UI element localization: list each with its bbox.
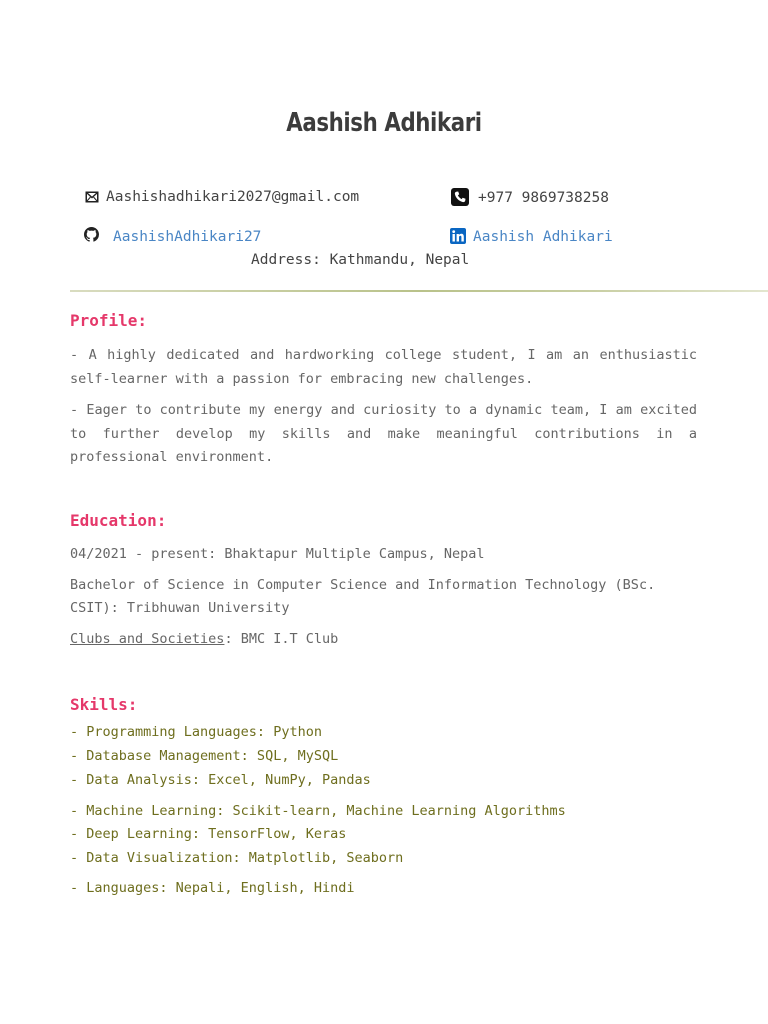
github-icon [84,227,99,242]
profile-heading: Profile: [70,311,148,330]
section-divider [70,290,768,292]
github-link[interactable]: AashishAdhikari27 [113,229,262,245]
skill-item: - Database Management: SQL, MySQL [70,748,339,764]
skill-item: - Programming Languages: Python [70,724,322,740]
phone-icon [451,188,469,206]
skill-item: - Data Visualization: Matplotlib, Seaborn [70,850,404,866]
linkedin-link[interactable]: Aashish Adhikari [473,229,613,245]
education-clubs [70,631,338,647]
skill-item: - Languages: Nepali, English, Hindi [70,880,355,896]
skill-item: - Data Analysis: Excel, NumPy, Pandas [70,772,371,788]
phone-text[interactable]: +977 9869738258 [478,190,609,206]
resume-name: Aashish Adhikari [286,108,482,138]
clubs-label: Clubs and Societies [70,631,225,647]
email-text[interactable]: Aashishadhikari2027@gmail.com [106,189,360,205]
envelope-icon [84,190,99,205]
skill-item: - Machine Learning: Scikit-learn, Machine Learning Algorithms [70,803,566,819]
skills-heading: Skills: [70,695,138,714]
linkedin-icon [450,228,466,244]
education-heading: Education: [70,511,167,530]
linkedin-contact [450,227,613,245]
email-contact [84,189,359,205]
clubs-value: : BMC I.T Club [224,631,339,647]
education-period: 04/2021 - present: Bhaktapur Multiple Campus, Nepal [70,546,485,562]
github-contact [84,224,261,245]
education-degree: Bachelor of Science in Computer Science and Information Technology (BSc. CSIT): Tribhuwan University [70,577,656,616]
profile-paragraph: - A highly dedicated and hardworking college student, I am an enthusiastic self-learner with a passion for embracing new challenges. [70,347,697,387]
skill-item: - Deep Learning: TensorFlow, Keras [70,826,347,842]
address-text: Address: Kathmandu, Nepal [251,252,470,268]
profile-paragraph: - Eager to contribute my energy and curiosity to a dynamic team, I am excited to further develop my skills and make meaningful contributions in a professional environment. [70,402,697,465]
phone-contact [451,187,609,206]
